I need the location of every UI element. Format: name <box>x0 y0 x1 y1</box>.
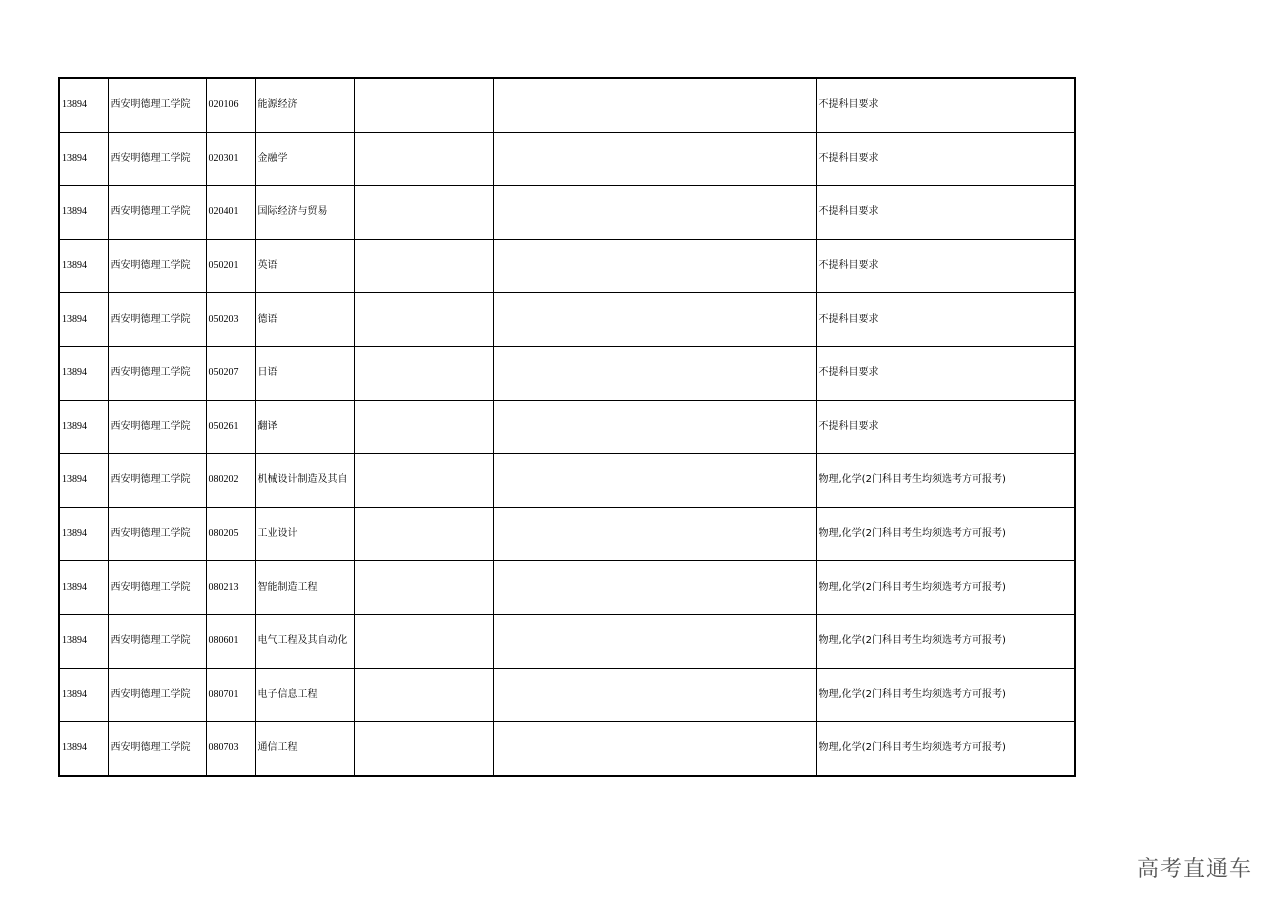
blank-cell <box>493 614 816 668</box>
major-code-cell: 050203 <box>206 293 255 347</box>
blank-cell <box>493 186 816 240</box>
blank-cell <box>493 400 816 454</box>
major-code-cell: 080701 <box>206 668 255 722</box>
school-code-cell: 13894 <box>59 293 108 347</box>
subject-requirement-cell: 不提科目要求 <box>816 293 1075 347</box>
major-code-cell: 080205 <box>206 507 255 561</box>
school-code-cell: 13894 <box>59 78 108 132</box>
table-row <box>59 614 1075 668</box>
blank-cell <box>493 722 816 776</box>
subject-requirement-cell: 不提科目要求 <box>816 78 1075 132</box>
blank-cell <box>493 239 816 293</box>
major-code-cell: 050261 <box>206 400 255 454</box>
subject-requirement-cell: 不提科目要求 <box>816 400 1075 454</box>
blank-cell <box>493 454 816 508</box>
table-row <box>59 507 1075 561</box>
major-code-cell: 080213 <box>206 561 255 615</box>
school-name-cell: 西安明德理工学院 <box>108 668 206 722</box>
major-name-cell: 机械设计制造及其自 <box>255 454 354 508</box>
blank-cell <box>354 293 493 347</box>
major-name-cell: 工业设计 <box>255 507 354 561</box>
table-body <box>59 78 1075 776</box>
table-row <box>59 668 1075 722</box>
blank-cell <box>354 400 493 454</box>
school-code-cell: 13894 <box>59 400 108 454</box>
school-name-cell: 西安明德理工学院 <box>108 132 206 186</box>
major-name-cell: 电子信息工程 <box>255 668 354 722</box>
school-name-cell: 西安明德理工学院 <box>108 293 206 347</box>
subject-requirement-cell: 物理,化学(2门科目考生均须选考方可报考) <box>816 614 1075 668</box>
major-name-cell: 通信工程 <box>255 722 354 776</box>
school-code-cell: 13894 <box>59 722 108 776</box>
table-row <box>59 293 1075 347</box>
major-name-cell: 日语 <box>255 346 354 400</box>
blank-cell <box>493 507 816 561</box>
major-code-cell: 020301 <box>206 132 255 186</box>
major-name-cell: 智能制造工程 <box>255 561 354 615</box>
watermark-logo: 高考直通车 <box>1136 857 1252 882</box>
school-code-cell: 13894 <box>59 507 108 561</box>
blank-cell <box>354 78 493 132</box>
school-name-cell: 西安明德理工学院 <box>108 507 206 561</box>
school-code-cell: 13894 <box>59 132 108 186</box>
major-name-cell: 翻译 <box>255 400 354 454</box>
blank-cell <box>354 132 493 186</box>
blank-cell <box>354 346 493 400</box>
school-name-cell: 西安明德理工学院 <box>108 722 206 776</box>
blank-cell <box>493 346 816 400</box>
major-code-cell: 050207 <box>206 346 255 400</box>
major-name-cell: 德语 <box>255 293 354 347</box>
table-row <box>59 132 1075 186</box>
school-code-cell: 13894 <box>59 186 108 240</box>
subject-requirement-cell: 不提科目要求 <box>816 239 1075 293</box>
school-name-cell: 西安明德理工学院 <box>108 561 206 615</box>
major-code-cell: 080601 <box>206 614 255 668</box>
major-name-cell: 英语 <box>255 239 354 293</box>
subject-requirement-cell: 不提科目要求 <box>816 346 1075 400</box>
subject-requirement-cell: 不提科目要求 <box>816 132 1075 186</box>
school-code-cell: 13894 <box>59 561 108 615</box>
subject-requirement-cell: 不提科目要求 <box>816 186 1075 240</box>
school-code-cell: 13894 <box>59 668 108 722</box>
blank-cell <box>493 668 816 722</box>
school-name-cell: 西安明德理工学院 <box>108 346 206 400</box>
school-code-cell: 13894 <box>59 614 108 668</box>
blank-cell <box>354 186 493 240</box>
subject-requirement-cell: 物理,化学(2门科目考生均须选考方可报考) <box>816 561 1075 615</box>
blank-cell <box>354 507 493 561</box>
school-code-cell: 13894 <box>59 346 108 400</box>
blank-cell <box>493 293 816 347</box>
school-name-cell: 西安明德理工学院 <box>108 186 206 240</box>
requirements-table <box>58 77 1076 777</box>
school-name-cell: 西安明德理工学院 <box>108 614 206 668</box>
table-row <box>59 78 1075 132</box>
table-row <box>59 561 1075 615</box>
major-code-cell: 020401 <box>206 186 255 240</box>
major-code-cell: 020106 <box>206 78 255 132</box>
subject-requirement-cell: 物理,化学(2门科目考生均须选考方可报考) <box>816 722 1075 776</box>
table-row <box>59 239 1075 293</box>
blank-cell <box>493 132 816 186</box>
blank-cell <box>354 454 493 508</box>
major-code-cell: 080703 <box>206 722 255 776</box>
blank-cell <box>354 722 493 776</box>
blank-cell <box>354 561 493 615</box>
table-row <box>59 722 1075 776</box>
major-name-cell: 能源经济 <box>255 78 354 132</box>
major-code-cell: 080202 <box>206 454 255 508</box>
table-row <box>59 400 1075 454</box>
table-row <box>59 346 1075 400</box>
blank-cell <box>493 78 816 132</box>
subject-requirement-cell: 物理,化学(2门科目考生均须选考方可报考) <box>816 507 1075 561</box>
major-name-cell: 金融学 <box>255 132 354 186</box>
school-code-cell: 13894 <box>59 454 108 508</box>
school-name-cell: 西安明德理工学院 <box>108 454 206 508</box>
subject-requirement-cell: 物理,化学(2门科目考生均须选考方可报考) <box>816 454 1075 508</box>
school-code-cell: 13894 <box>59 239 108 293</box>
major-code-cell: 050201 <box>206 239 255 293</box>
blank-cell <box>354 239 493 293</box>
table-row <box>59 186 1075 240</box>
blank-cell <box>354 614 493 668</box>
major-name-cell: 电气工程及其自动化 <box>255 614 354 668</box>
school-name-cell: 西安明德理工学院 <box>108 78 206 132</box>
blank-cell <box>493 561 816 615</box>
school-name-cell: 西安明德理工学院 <box>108 239 206 293</box>
table-row <box>59 454 1075 508</box>
major-name-cell: 国际经济与贸易 <box>255 186 354 240</box>
school-name-cell: 西安明德理工学院 <box>108 400 206 454</box>
subject-requirement-cell: 物理,化学(2门科目考生均须选考方可报考) <box>816 668 1075 722</box>
blank-cell <box>354 668 493 722</box>
